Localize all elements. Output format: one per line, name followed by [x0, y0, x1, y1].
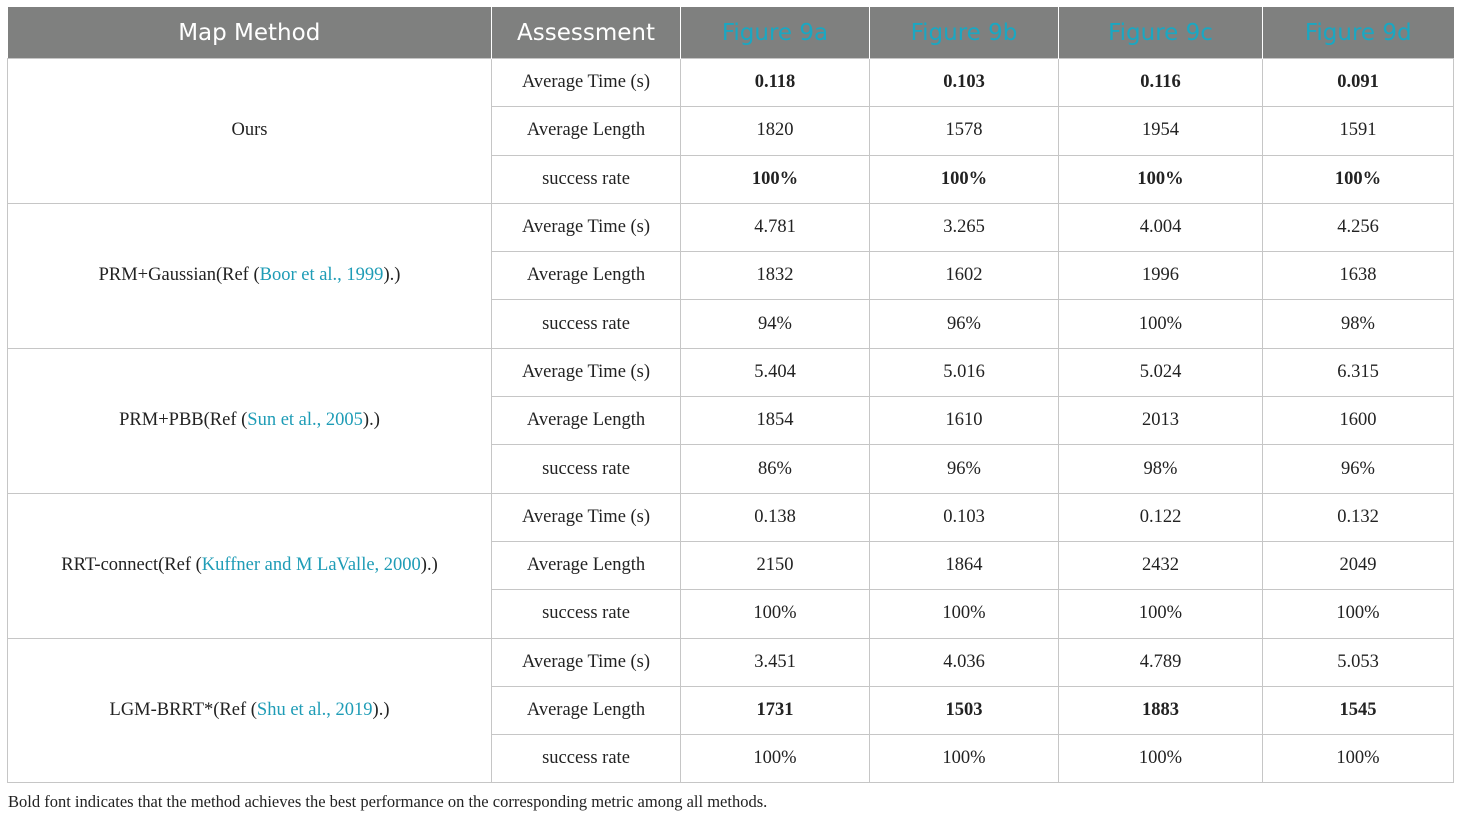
value-cell: 1602: [870, 252, 1059, 300]
value-cell: 100%: [1059, 590, 1263, 638]
value-cell: 1820: [681, 107, 870, 155]
method-prefix: LGM-BRRT*(Ref (: [109, 700, 257, 720]
method-lgm-brrt: [8, 638, 492, 783]
value-cell: 0.103: [870, 493, 1059, 541]
metric-cell: Average Time (s): [492, 638, 681, 686]
value-cell: 100%: [1059, 735, 1263, 783]
value-cell: 1578: [870, 107, 1059, 155]
method-ours: Ours: [8, 59, 492, 204]
header-map-method: Map Method: [8, 7, 492, 59]
metric-cell: success rate: [492, 155, 681, 203]
reference-link[interactable]: Sun et al., 2005: [247, 410, 363, 431]
reference-link[interactable]: Boor et al., 1999: [259, 265, 384, 286]
metric-cell: success rate: [492, 300, 681, 348]
metric-cell: Average Length: [492, 252, 681, 300]
table-footnote: Bold font indicates that the method achieves the best performance on the corresponding metric among all methods.: [8, 792, 768, 811]
metric-cell: Average Time (s): [492, 348, 681, 396]
metric-cell: Average Time (s): [492, 493, 681, 541]
value-cell: 100%: [1263, 735, 1454, 783]
value-cell: 100%: [681, 735, 870, 783]
value-cell: 0.118: [681, 59, 870, 107]
header-figure-9a[interactable]: Figure 9a: [681, 7, 870, 59]
method-suffix: ).): [420, 555, 438, 576]
value-cell: 94%: [681, 300, 870, 348]
value-cell: 100%: [1059, 300, 1263, 348]
value-cell: 1832: [681, 252, 870, 300]
value-cell: 4.256: [1263, 203, 1454, 251]
value-cell: 100%: [1263, 590, 1454, 638]
value-cell: 1996: [1059, 252, 1263, 300]
method-prefix: RRT-connect(Ref (: [61, 555, 202, 576]
value-cell: 3.265: [870, 203, 1059, 251]
metric-cell: Average Time (s): [492, 59, 681, 107]
value-cell: 1591: [1263, 107, 1454, 155]
value-cell: 4.036: [870, 638, 1059, 686]
metric-cell: success rate: [492, 590, 681, 638]
value-cell: 2150: [681, 541, 870, 589]
value-cell: 0.103: [870, 59, 1059, 107]
header-figure-9d[interactable]: Figure 9d: [1263, 7, 1454, 59]
header-figure-9b[interactable]: Figure 9b: [870, 7, 1059, 59]
value-cell: 1545: [1263, 686, 1454, 734]
value-cell: 1600: [1263, 397, 1454, 445]
value-cell: 0.122: [1059, 493, 1263, 541]
method-prefix: PRM+PBB(Ref (: [119, 410, 248, 431]
method-prm-gaussian: [8, 203, 492, 348]
reference-link[interactable]: Kuffner and M LaValle, 2000: [201, 555, 421, 576]
header-figure-9c[interactable]: Figure 9c: [1059, 7, 1263, 59]
metric-cell: Average Length: [492, 397, 681, 445]
value-cell: 100%: [870, 155, 1059, 203]
value-cell: 0.132: [1263, 493, 1454, 541]
table-row: [8, 203, 1454, 251]
value-cell: 96%: [1263, 445, 1454, 493]
metric-cell: success rate: [492, 445, 681, 493]
table-row: [8, 493, 1454, 541]
table-row: [8, 638, 1454, 686]
table-row: [8, 348, 1454, 396]
method-prm-pbb: [8, 348, 492, 493]
value-cell: 4.004: [1059, 203, 1263, 251]
value-cell: 100%: [870, 735, 1059, 783]
value-cell: 0.091: [1263, 59, 1454, 107]
header-assessment: Assessment: [492, 7, 681, 59]
value-cell: 98%: [1263, 300, 1454, 348]
value-cell: 96%: [870, 445, 1059, 493]
value-cell: 2049: [1263, 541, 1454, 589]
value-cell: 1731: [681, 686, 870, 734]
value-cell: 1864: [870, 541, 1059, 589]
value-cell: 5.016: [870, 348, 1059, 396]
value-cell: 100%: [870, 590, 1059, 638]
value-cell: 4.789: [1059, 638, 1263, 686]
value-cell: 100%: [1263, 155, 1454, 203]
value-cell: 1954: [1059, 107, 1263, 155]
value-cell: 5.024: [1059, 348, 1263, 396]
method-suffix: ).): [362, 410, 380, 431]
value-cell: 100%: [1059, 155, 1263, 203]
value-cell: 0.116: [1059, 59, 1263, 107]
method-rrt-connect: [8, 493, 492, 638]
method-suffix: ).): [383, 265, 401, 286]
reference-link[interactable]: Shu et al., 2019: [256, 700, 373, 720]
value-cell: 1883: [1059, 686, 1263, 734]
value-cell: 98%: [1059, 445, 1263, 493]
method-prefix: PRM+Gaussian(Ref (: [98, 265, 260, 286]
value-cell: 100%: [681, 155, 870, 203]
value-cell: 86%: [681, 445, 870, 493]
value-cell: 4.781: [681, 203, 870, 251]
metric-cell: Average Length: [492, 541, 681, 589]
method-suffix: ).): [372, 700, 390, 720]
value-cell: 100%: [681, 590, 870, 638]
metric-cell: Average Length: [492, 686, 681, 734]
metric-cell: success rate: [492, 735, 681, 783]
value-cell: 5.053: [1263, 638, 1454, 686]
value-cell: 96%: [870, 300, 1059, 348]
results-table: [7, 7, 1454, 783]
value-cell: 6.315: [1263, 348, 1454, 396]
value-cell: 2013: [1059, 397, 1263, 445]
header-row: [8, 7, 1454, 59]
value-cell: 2432: [1059, 541, 1263, 589]
value-cell: 3.451: [681, 638, 870, 686]
value-cell: 1638: [1263, 252, 1454, 300]
value-cell: 1854: [681, 397, 870, 445]
value-cell: 0.138: [681, 493, 870, 541]
value-cell: 1503: [870, 686, 1059, 734]
value-cell: 5.404: [681, 348, 870, 396]
table-row: [8, 59, 1454, 107]
metric-cell: Average Length: [492, 107, 681, 155]
metric-cell: Average Time (s): [492, 203, 681, 251]
value-cell: 1610: [870, 397, 1059, 445]
